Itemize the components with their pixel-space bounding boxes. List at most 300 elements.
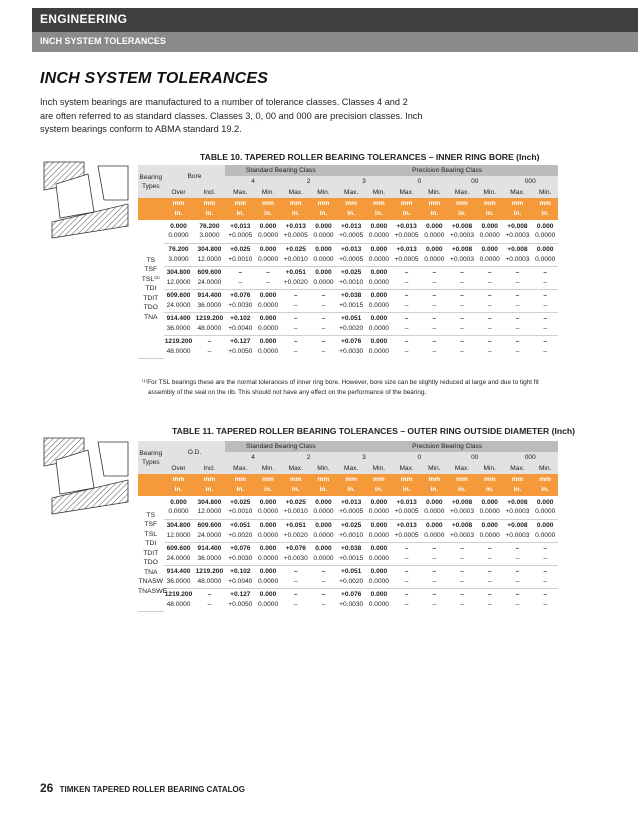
value-in: 0.0000 (257, 600, 279, 608)
table-cell (477, 335, 503, 358)
table-cell (164, 335, 194, 358)
unit-mm: mm (289, 476, 302, 483)
table-cell (532, 312, 558, 335)
value-mm: +0.025 (340, 269, 362, 276)
bearing-types-cell (138, 496, 168, 611)
value-mm: 1219.200 (164, 338, 193, 346)
table-cell (164, 289, 194, 312)
value-in: 24.0000 (166, 301, 191, 309)
value-mm: – (321, 315, 326, 322)
table10-grid (138, 165, 558, 359)
value-in: – (404, 554, 409, 562)
table-cell (193, 289, 225, 312)
unit-mm: mm (539, 200, 552, 207)
value-in: 36.0000 (166, 324, 191, 332)
unit-in: in. (319, 210, 328, 217)
table-cell (503, 243, 533, 266)
unit-mm: mm (317, 476, 330, 483)
value-in: +0.0003 (505, 255, 530, 263)
value-mm: 0.000 (259, 545, 277, 552)
unit-cell (392, 474, 422, 496)
table-cell (281, 519, 311, 542)
value-mm: – (487, 338, 492, 346)
col-header: Over (164, 463, 194, 474)
unit-mm: mm (511, 476, 524, 483)
table-cell (532, 565, 558, 588)
unit-cell (336, 474, 366, 496)
table-cell (366, 289, 392, 312)
unit-cell (193, 198, 225, 220)
value-in: – (404, 301, 409, 309)
value-mm: – (404, 292, 409, 299)
col-header: Max. (336, 187, 366, 198)
unit-cell (193, 474, 225, 496)
value-mm: – (266, 269, 270, 276)
table-cell (311, 542, 337, 565)
value-mm: – (487, 292, 492, 299)
value-mm: 0.000 (315, 522, 332, 529)
bearing-type: TDO (143, 559, 158, 566)
bearing-type: TDI (145, 540, 157, 547)
unit-mm: mm (317, 200, 330, 207)
table-cell (255, 496, 281, 519)
unit-cell (422, 474, 448, 496)
unit-cell (225, 198, 255, 220)
table10-title: TABLE 10. TAPERED ROLLER BEARING TOLERANCES – INNER RING BORE (Inch) (200, 152, 540, 162)
od-header: O.D. (164, 441, 226, 463)
col-header-row (138, 463, 558, 474)
unit-in: in. (319, 486, 328, 493)
unit-cell (532, 474, 558, 496)
table-cell (447, 312, 477, 335)
value-in: – (293, 577, 298, 585)
table-cell (503, 220, 533, 243)
units-spacer (138, 198, 164, 220)
value-in: – (487, 600, 492, 608)
table-cell (366, 542, 392, 565)
table-cell (447, 519, 477, 542)
unit-mm: mm (373, 476, 385, 483)
unit-in: in. (375, 486, 383, 493)
value-mm: – (515, 269, 520, 276)
value-in: 0.0000 (368, 554, 389, 562)
value-mm: 0.000 (259, 591, 277, 599)
value-in: +0.0040 (228, 577, 253, 585)
table-cell (447, 243, 477, 266)
unit-cell (392, 198, 422, 220)
bearing-type: TNA (143, 313, 158, 321)
value-mm: +0.008 (507, 498, 528, 506)
value-mm: +0.127 (230, 338, 251, 346)
value-mm: – (321, 292, 326, 299)
table-cell (193, 335, 225, 358)
value-in: +0.0010 (339, 278, 364, 286)
col-header-row (138, 187, 558, 198)
value-in: – (432, 600, 437, 608)
table-cell (422, 289, 448, 312)
unit-in: in. (541, 210, 550, 217)
unit-in: in. (458, 210, 466, 217)
value-mm: 0.000 (370, 292, 388, 299)
value-mm: +0.025 (230, 246, 251, 253)
value-in: 0.0000 (368, 232, 389, 240)
table-cell (164, 312, 194, 335)
table-cell (447, 335, 477, 358)
value-in: – (543, 301, 548, 309)
class-header: 2 (281, 452, 336, 463)
table-cell (392, 266, 422, 289)
table-cell (477, 496, 503, 519)
value-in: – (293, 324, 298, 332)
unit-cell (477, 474, 503, 496)
unit-mm: mm (172, 200, 185, 207)
value-mm: 914.400 (197, 292, 222, 299)
value-in: – (266, 278, 270, 286)
table-cell (336, 266, 366, 289)
value-in: 0.0000 (368, 324, 389, 332)
table-cell (311, 289, 337, 312)
table-cell (281, 542, 311, 565)
table-cell (164, 542, 194, 565)
table-cell (336, 496, 366, 519)
value-mm: +0.076 (285, 545, 306, 552)
table-cell (503, 588, 533, 611)
table-cell (532, 588, 558, 611)
value-in: – (515, 324, 520, 332)
table-cell (336, 565, 366, 588)
unit-in: in. (513, 486, 522, 493)
section-header-bar (32, 8, 638, 32)
value-in: 0.0000 (368, 531, 389, 539)
footnote-line: assembly of the seal on the rib. This should not have any effect on the performance of the bearing. (148, 389, 427, 396)
bearing-type: TS (146, 256, 156, 264)
col-header: Min. (255, 463, 281, 474)
unit-cell (447, 474, 477, 496)
table-cell (193, 496, 225, 519)
outer-ring-bearing-diagram (44, 436, 128, 516)
table-cell (255, 312, 281, 335)
value-mm: +0.025 (340, 522, 362, 529)
value-mm: – (487, 568, 492, 575)
value-mm: +0.102 (230, 568, 251, 575)
value-in: – (543, 577, 548, 585)
value-mm: +0.008 (451, 246, 473, 253)
value-in: 0.0000 (368, 508, 389, 516)
value-mm: +0.013 (396, 498, 417, 506)
value-in: 0.0000 (424, 531, 445, 539)
unit-mm: mm (289, 200, 302, 207)
unit-in: in. (205, 486, 214, 493)
unit-mm: mm (456, 476, 468, 483)
col-header: Max. (503, 187, 533, 198)
value-mm: +0.025 (230, 498, 251, 506)
table-cell (503, 542, 533, 565)
unit-cell (255, 198, 281, 220)
value-in: +0.0050 (228, 600, 253, 608)
value-in: 0.0000 (313, 554, 334, 562)
value-in: +0.0020 (228, 531, 253, 539)
table-cell (532, 220, 558, 243)
bearing-types-header: Bearing Types (138, 165, 164, 198)
table-cell (164, 519, 194, 542)
value-mm: 0.000 (170, 498, 187, 506)
unit-in: in. (402, 486, 411, 493)
table-cell (193, 565, 225, 588)
value-in: – (321, 600, 326, 608)
unit-mm: mm (203, 476, 216, 483)
table-cell (281, 312, 311, 335)
value-mm: – (515, 545, 520, 552)
value-mm: +0.051 (285, 522, 306, 529)
unit-in: in. (485, 210, 494, 217)
table-cell (392, 243, 422, 266)
table-cell (281, 266, 311, 289)
table-cell (366, 519, 392, 542)
value-in: – (515, 577, 520, 585)
value-mm: – (543, 545, 548, 552)
table-cell (193, 312, 225, 335)
value-in: 0.0000 (535, 531, 556, 539)
value-mm: +0.025 (285, 498, 306, 506)
value-in: 0.0000 (424, 508, 445, 516)
table-cell (164, 565, 194, 588)
value-in: +0.0010 (339, 531, 364, 539)
table-cell (503, 312, 533, 335)
value-mm: – (543, 568, 548, 575)
value-in: – (460, 347, 464, 355)
class-header: 00 (447, 176, 502, 187)
value-in: +0.0005 (283, 232, 308, 240)
table-cell (164, 266, 194, 289)
class-header: 3 (336, 452, 391, 463)
value-mm: – (543, 338, 548, 346)
value-mm: 0.000 (315, 222, 332, 230)
table-cell (532, 335, 558, 358)
value-in: +0.0030 (339, 600, 364, 608)
value-in: 0.0000 (257, 531, 279, 539)
value-mm: +0.013 (396, 246, 417, 253)
value-in: – (432, 324, 437, 332)
table11 (138, 441, 558, 612)
bearing-types-cell (138, 220, 164, 358)
unit-mm: mm (203, 200, 216, 207)
value-in: 0.0000 (479, 531, 500, 539)
value-in: – (238, 278, 243, 286)
value-mm: – (404, 568, 409, 575)
table-cell (447, 565, 477, 588)
value-mm: 0.000 (370, 522, 388, 529)
value-in: +0.0005 (394, 531, 419, 539)
table-cell (447, 220, 477, 243)
value-mm: 914.400 (197, 545, 222, 552)
table-cell (225, 243, 255, 266)
table-cell (392, 312, 422, 335)
table-cell (503, 266, 533, 289)
value-in: 0.0000 (535, 508, 556, 516)
value-in: +0.0020 (339, 577, 364, 585)
value-mm: +0.013 (340, 222, 362, 230)
value-in: – (543, 554, 548, 562)
table-cell (532, 243, 558, 266)
value-mm: – (432, 338, 437, 346)
bearing-type: TNASWE (138, 587, 168, 595)
value-mm: – (293, 568, 298, 575)
value-in: +0.0010 (228, 508, 253, 516)
unit-mm: mm (483, 476, 496, 483)
table-cell (447, 588, 477, 611)
bearing-type: TSL (144, 530, 158, 538)
table-cell (392, 289, 422, 312)
value-mm: – (293, 315, 298, 322)
col-header: Max. (392, 463, 422, 474)
unit-mm: mm (262, 200, 274, 207)
standard-class-header: Standard Bearing Class (225, 441, 336, 452)
unit-in: in. (236, 210, 245, 217)
value-mm: – (207, 591, 212, 599)
col-header: Max. (281, 463, 311, 474)
unit-mm: mm (345, 200, 358, 207)
unit-mm: mm (234, 200, 247, 207)
value-in: – (432, 347, 437, 355)
unit-in: in. (402, 210, 411, 217)
value-in: – (460, 600, 464, 608)
value-mm: – (432, 269, 437, 276)
class-header: 2 (281, 176, 336, 187)
bearing-type: TS (146, 511, 156, 519)
precision-class-header: Precision Bearing Class (336, 441, 558, 452)
table-cell (225, 588, 255, 611)
table-cell (255, 519, 281, 542)
value-mm: +0.127 (230, 591, 251, 599)
value-mm: 0.000 (426, 522, 443, 529)
table-cell (193, 588, 225, 611)
table-cell (422, 565, 448, 588)
table-cell (477, 243, 503, 266)
unit-cell (281, 474, 311, 496)
page-title: INCH SYSTEM TOLERANCES (40, 70, 269, 87)
value-in: – (460, 324, 464, 332)
table-cell (225, 565, 255, 588)
table-cell (255, 220, 281, 243)
value-mm: +0.008 (507, 222, 528, 230)
value-in: – (404, 577, 409, 585)
value-in: – (487, 301, 492, 309)
table-cell (336, 335, 366, 358)
unit-cell (422, 198, 448, 220)
table-cell (193, 519, 225, 542)
unit-in: in. (485, 486, 494, 493)
value-in: +0.0020 (283, 278, 308, 286)
table-cell (193, 266, 225, 289)
value-mm: 914.400 (166, 315, 191, 322)
bearing-type: TNA (143, 568, 158, 576)
table-cell (225, 266, 255, 289)
table-cell (532, 266, 558, 289)
table-cell (281, 289, 311, 312)
value-mm: – (293, 292, 298, 299)
bearing-type: TSF (144, 266, 158, 273)
value-in: 12.0000 (197, 255, 222, 263)
unit-in: in. (513, 210, 522, 217)
unit-cell (503, 198, 533, 220)
value-in: 24.0000 (197, 531, 222, 539)
value-in: +0.0003 (450, 531, 475, 539)
value-in: 0.0000 (168, 508, 189, 516)
value-in: +0.0003 (450, 255, 475, 263)
value-in: – (207, 600, 212, 608)
value-mm: – (432, 591, 437, 599)
bearing-type: TDIT (143, 549, 159, 557)
value-in: – (487, 278, 492, 286)
unit-cell (366, 474, 392, 496)
value-mm: – (404, 591, 409, 599)
value-mm: 609.600 (197, 522, 222, 529)
table-cell (392, 588, 422, 611)
value-mm: 1219.200 (164, 591, 193, 599)
value-in: +0.0005 (394, 508, 419, 516)
value-in: – (321, 324, 326, 332)
value-mm: – (543, 315, 548, 322)
value-mm: +0.013 (396, 522, 417, 529)
value-in: +0.0030 (283, 554, 308, 562)
value-mm: 0.000 (370, 498, 388, 506)
bore-header: Bore (164, 165, 226, 187)
value-in: 0.0000 (257, 347, 279, 355)
table-cell (477, 542, 503, 565)
table-cell (336, 588, 366, 611)
table-cell (225, 289, 255, 312)
table-cell (255, 289, 281, 312)
table-cell (311, 496, 337, 519)
table-cell (422, 496, 448, 519)
value-mm: – (238, 269, 243, 276)
value-mm: 0.000 (370, 269, 388, 276)
value-in: – (432, 301, 437, 309)
value-in: 0.0000 (479, 508, 500, 516)
class-header: 00 (447, 452, 502, 463)
unit-in: in. (430, 210, 439, 217)
unit-in: in. (291, 210, 300, 217)
table11-grid (138, 441, 558, 612)
value-mm: – (487, 315, 492, 322)
table-cell (477, 312, 503, 335)
col-header: Max. (225, 463, 255, 474)
value-in: +0.0030 (228, 554, 253, 562)
value-mm: +0.076 (340, 338, 362, 346)
value-in: 36.0000 (197, 554, 222, 562)
table-row (138, 243, 558, 266)
value-in: – (515, 347, 520, 355)
table-cell (225, 312, 255, 335)
value-mm: 0.000 (536, 246, 554, 253)
intro-paragraph (40, 96, 430, 137)
col-header: Incl. (193, 463, 225, 474)
col-header: Min. (255, 187, 281, 198)
value-in: +0.0010 (283, 255, 308, 263)
table-cell (532, 519, 558, 542)
table-cell (366, 243, 392, 266)
value-in: +0.0010 (228, 255, 253, 263)
table-cell (503, 335, 533, 358)
page-footer (40, 781, 245, 795)
value-in: +0.0003 (450, 508, 475, 516)
table-cell (422, 312, 448, 335)
value-mm: 0.000 (536, 498, 554, 506)
table-cell (281, 565, 311, 588)
value-mm: – (321, 591, 326, 599)
table-cell (477, 289, 503, 312)
col-header: Max. (281, 187, 311, 198)
